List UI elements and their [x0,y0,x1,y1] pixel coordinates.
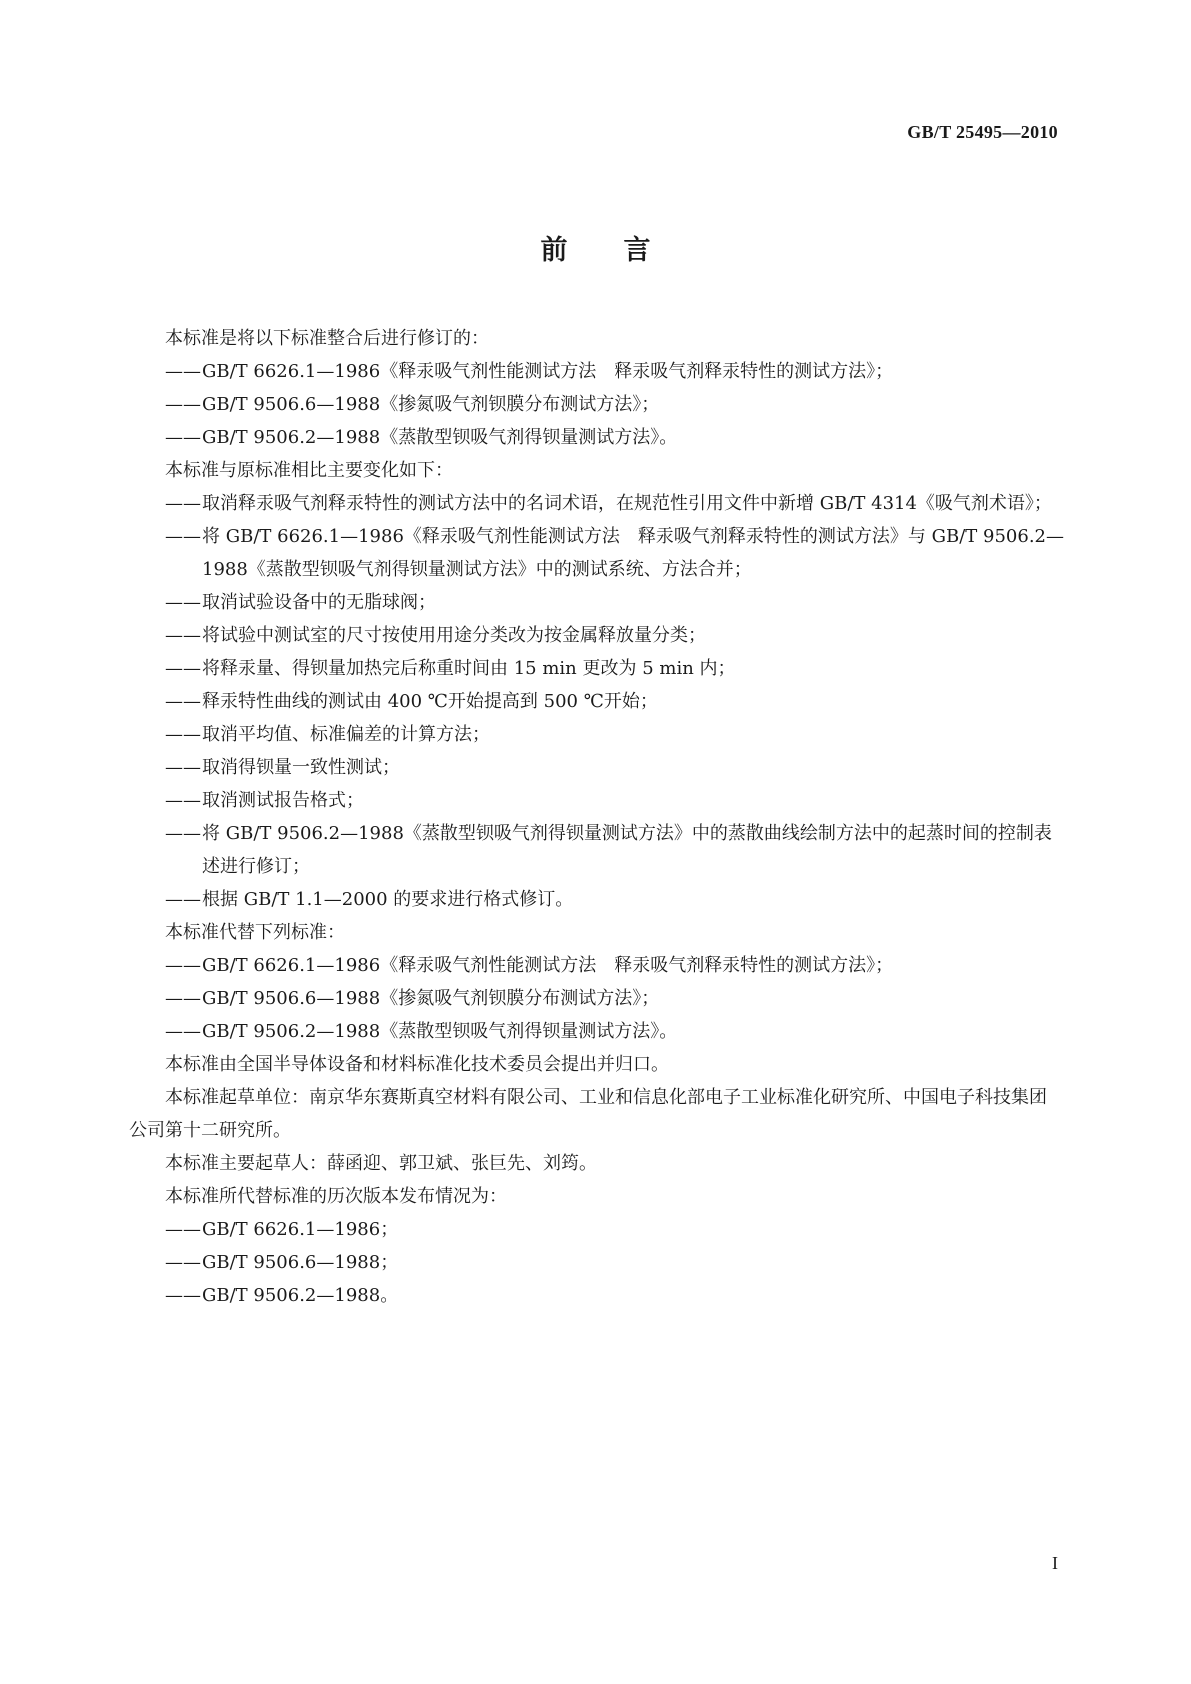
list-item-text: GB/T 6626.1—1986《释汞吸气剂性能测试方法 释汞吸气剂释汞特性的测试方法》； [202,955,894,976]
paragraph: 本标准起草单位：南京华东赛斯真空材料有限公司、工业和信息化部电子工业标准化研究所、中国电子科技集团公司第十二研究所。 [129,1087,1047,1141]
list-item-text: 取消试验设备中的无脂球阀； [202,592,436,613]
list-item [129,619,1064,652]
list-item-text: 取消测试报告格式； [202,790,364,811]
list-item [129,718,1064,751]
dash-mark: —— [165,592,201,613]
list-item [129,982,1064,1015]
list-item [129,685,1064,718]
list-item [129,487,1064,520]
list-item-text: GB/T 9506.2—1988。 [202,1285,399,1306]
list-item [129,421,1064,454]
list-item [129,784,1064,817]
list-item [129,520,1064,586]
dash-mark: —— [165,955,201,976]
list-item-text: GB/T 9506.2—1988《蒸散型钡吸气剂得钡量测试方法》。 [202,427,678,448]
list-item-text: 将 GB/T 6626.1—1986《释汞吸气剂性能测试方法 释汞吸气剂释汞特性的测试方法》与 GB/T 9506.2—1988《蒸散型钡吸气剂得钡量测试方法》中的测试系统、方法合并； [202,526,1065,580]
list-item [129,949,1064,982]
paragraph: 本标准与原标准相比主要变化如下： [165,460,453,481]
paragraph: 本标准由全国半导体设备和材料标准化技术委员会提出并归口。 [165,1054,669,1075]
page-number: I [1052,1553,1058,1573]
list-item-text: GB/T 6626.1—1986； [202,1219,399,1240]
list-item-text: 根据 GB/T 1.1—2000 的要求进行格式修订。 [202,889,574,910]
list-item-text: GB/T 9506.6—1988； [202,1252,399,1273]
list-item [129,1015,1064,1048]
list-item [129,751,1064,784]
list-item [129,1213,1064,1246]
foreword-body [129,322,1064,1312]
standard-code: GB/T 25495—2010 [907,122,1058,142]
list-item-text: 将试验中测试室的尺寸按使用用途分类改为按金属释放量分类； [202,625,706,646]
list-item [129,652,1064,685]
dash-mark: —— [165,988,201,1009]
list-item-text: 将 GB/T 9506.2—1988《蒸散型钡吸气剂得钡量测试方法》中的蒸散曲线绘制方法中的起蒸时间的控制表述进行修订； [202,823,1052,877]
list-item-text: 将释汞量、得钡量加热完后称重时间由 15 min 更改为 5 min 内； [202,658,736,679]
dash-mark: —— [165,790,201,811]
list-item-text: 释汞特性曲线的测试由 400 ℃开始提高到 500 ℃开始； [202,691,658,712]
dash-mark: —— [165,889,201,910]
dash-mark: —— [165,526,201,547]
dash-mark: —— [165,1252,201,1273]
dash-mark: —— [165,361,201,382]
paragraph: 本标准所代替标准的历次版本发布情况为： [165,1186,507,1207]
paragraph: 本标准主要起草人：薛函迎、郭卫斌、张巨先、刘筠。 [165,1153,597,1174]
list-item-text: GB/T 9506.6—1988《掺氮吸气剂钡膜分布测试方法》； [202,394,660,415]
list-item [129,586,1064,619]
list-item [129,817,1064,883]
dash-mark: —— [165,724,201,745]
list-item [129,883,1064,916]
paragraph: 本标准代替下列标准： [165,922,345,943]
paragraph: 本标准是将以下标准整合后进行修订的： [165,328,489,349]
list-item-text: GB/T 9506.2—1988《蒸散型钡吸气剂得钡量测试方法》。 [202,1021,678,1042]
list-item [129,355,1064,388]
dash-mark: —— [165,394,201,415]
list-item-text: GB/T 9506.6—1988《掺氮吸气剂钡膜分布测试方法》； [202,988,660,1009]
dash-mark: —— [165,493,201,514]
list-item-text: 取消释汞吸气剂释汞特性的测试方法中的名词术语，在规范性引用文件中新增 GB/T 4314《吸气剂术语》； [202,493,1052,514]
dash-mark: —— [165,427,201,448]
list-item-text: 取消平均值、标准偏差的计算方法； [202,724,490,745]
list-item-text: 取消得钡量一致性测试； [202,757,400,778]
dash-mark: —— [165,757,201,778]
dash-mark: —— [165,1285,201,1306]
dash-mark: —— [165,691,201,712]
list-item-text: GB/T 6626.1—1986《释汞吸气剂性能测试方法 释汞吸气剂释汞特性的测试方法》； [202,361,894,382]
list-item [129,388,1064,421]
dash-mark: —— [165,1219,201,1240]
list-item [129,1246,1064,1279]
dash-mark: —— [165,625,201,646]
dash-mark: —— [165,823,201,844]
list-item [129,1279,1064,1312]
page-title: 前言 [540,235,707,266]
dash-mark: —— [165,1021,201,1042]
dash-mark: —— [165,658,201,679]
